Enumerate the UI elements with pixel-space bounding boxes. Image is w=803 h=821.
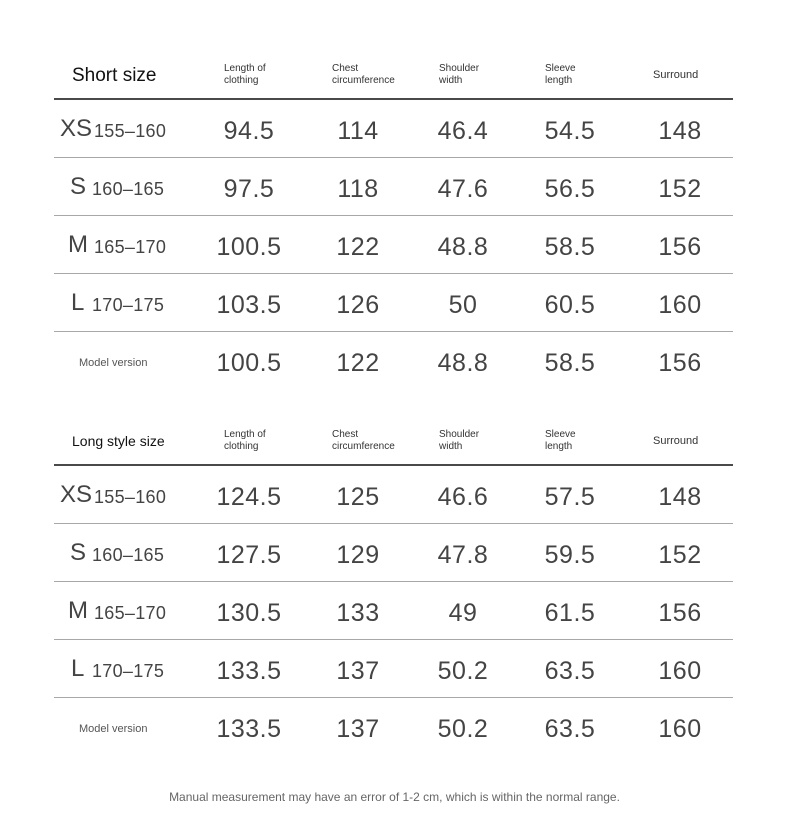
measurement-value: 57.5 <box>544 483 596 511</box>
size-letter: L <box>71 655 85 682</box>
measurement-value: 133.5 <box>216 657 282 685</box>
measurement-value: 48.8 <box>437 233 489 261</box>
measurement-value: 54.5 <box>544 117 596 145</box>
measurement-value: 125 <box>336 483 380 511</box>
height-range: 155–160 <box>94 121 167 141</box>
measurement-value: 50.2 <box>437 657 489 685</box>
measurement-value: 126 <box>336 291 380 319</box>
column-header: Sleeve length <box>545 63 576 86</box>
model-version-row <box>54 698 733 755</box>
size-letter: XS <box>60 115 93 142</box>
table-title: Long style size <box>72 433 165 449</box>
height-range: 170–175 <box>92 661 165 681</box>
measurement-value: 127.5 <box>216 541 282 569</box>
measurement-value: 152 <box>658 175 702 203</box>
measurement-value: 114 <box>337 117 379 145</box>
measurement-note: Manual measurement may have an error of 1-2 cm, which is within the normal range. <box>169 790 620 804</box>
long-size-table <box>54 420 733 755</box>
measurement-value: 137 <box>336 715 380 743</box>
measurement-value: 148 <box>658 117 702 145</box>
table-row <box>54 100 733 158</box>
measurement-value: 156 <box>658 349 702 377</box>
table-header-row <box>54 420 733 466</box>
size-letter: L <box>71 289 85 316</box>
height-range: 160–165 <box>92 179 165 199</box>
size-letter: M <box>68 231 88 258</box>
column-header: Chest circumference <box>332 63 395 86</box>
height-range: 160–165 <box>92 545 165 565</box>
table-row <box>54 158 733 216</box>
measurement-value: 58.5 <box>544 349 596 377</box>
column-header: Shoulder width <box>439 429 480 452</box>
measurement-value: 124.5 <box>216 483 282 511</box>
size-letter: S <box>70 173 87 200</box>
measurement-value: 60.5 <box>544 291 596 319</box>
table-row <box>54 466 733 524</box>
column-header: Surround <box>653 435 699 447</box>
table-header-row <box>54 54 733 100</box>
height-range: 155–160 <box>94 487 167 507</box>
measurement-value: 130.5 <box>216 599 282 627</box>
measurement-value: 160 <box>658 715 702 743</box>
measurement-value: 122 <box>336 349 380 377</box>
column-header: Length of clothing <box>224 429 266 452</box>
height-range: 170–175 <box>92 295 165 315</box>
column-header: Chest circumference <box>332 429 395 452</box>
measurement-value: 47.8 <box>437 541 489 569</box>
measurement-value: 46.4 <box>437 117 489 145</box>
size-letter: M <box>68 597 88 624</box>
measurement-value: 129 <box>336 541 380 569</box>
column-header: Length of clothing <box>224 63 266 86</box>
measurement-value: 50.2 <box>437 715 489 743</box>
table-row <box>54 524 733 582</box>
measurement-value: 63.5 <box>544 657 596 685</box>
measurement-value: 152 <box>658 541 702 569</box>
measurement-value: 94.5 <box>223 117 275 145</box>
measurement-value: 103.5 <box>216 291 282 319</box>
measurement-value: 137 <box>336 657 380 685</box>
height-range: 165–170 <box>94 603 167 623</box>
measurement-value: 156 <box>658 233 702 261</box>
table-row <box>54 274 733 332</box>
measurement-value: 46.6 <box>437 483 489 511</box>
size-letter: S <box>70 539 87 566</box>
measurement-value: 97.5 <box>223 175 275 203</box>
measurement-value: 133 <box>336 599 380 627</box>
model-version-label: Model version <box>79 723 148 735</box>
measurement-value: 122 <box>336 233 380 261</box>
column-header: Sleeve length <box>545 429 576 452</box>
measurement-value: 160 <box>658 657 702 685</box>
measurement-value: 50 <box>448 291 478 319</box>
table-row <box>54 640 733 698</box>
column-header: Shoulder width <box>439 63 480 86</box>
measurement-value: 58.5 <box>544 233 596 261</box>
height-range: 165–170 <box>94 237 167 257</box>
measurement-value: 49 <box>448 599 478 627</box>
measurement-value: 118 <box>337 175 379 203</box>
model-version-label: Model version <box>79 357 148 369</box>
measurement-value: 47.6 <box>437 175 489 203</box>
table-row <box>54 216 733 274</box>
table-row <box>54 582 733 640</box>
measurement-value: 133.5 <box>216 715 282 743</box>
measurement-value: 160 <box>658 291 702 319</box>
measurement-value: 48.8 <box>437 349 489 377</box>
measurement-value: 148 <box>658 483 702 511</box>
measurement-value: 59.5 <box>544 541 596 569</box>
measurement-value: 100.5 <box>216 349 282 377</box>
measurement-value: 156 <box>658 599 702 627</box>
measurement-value: 61.5 <box>544 599 596 627</box>
size-letter: XS <box>60 481 93 508</box>
measurement-value: 63.5 <box>544 715 596 743</box>
column-header: Surround <box>653 69 699 81</box>
model-version-row <box>54 332 733 389</box>
short-size-table <box>54 54 733 389</box>
measurement-value: 56.5 <box>544 175 596 203</box>
measurement-value: 100.5 <box>216 233 282 261</box>
table-title: Short size <box>72 65 157 86</box>
